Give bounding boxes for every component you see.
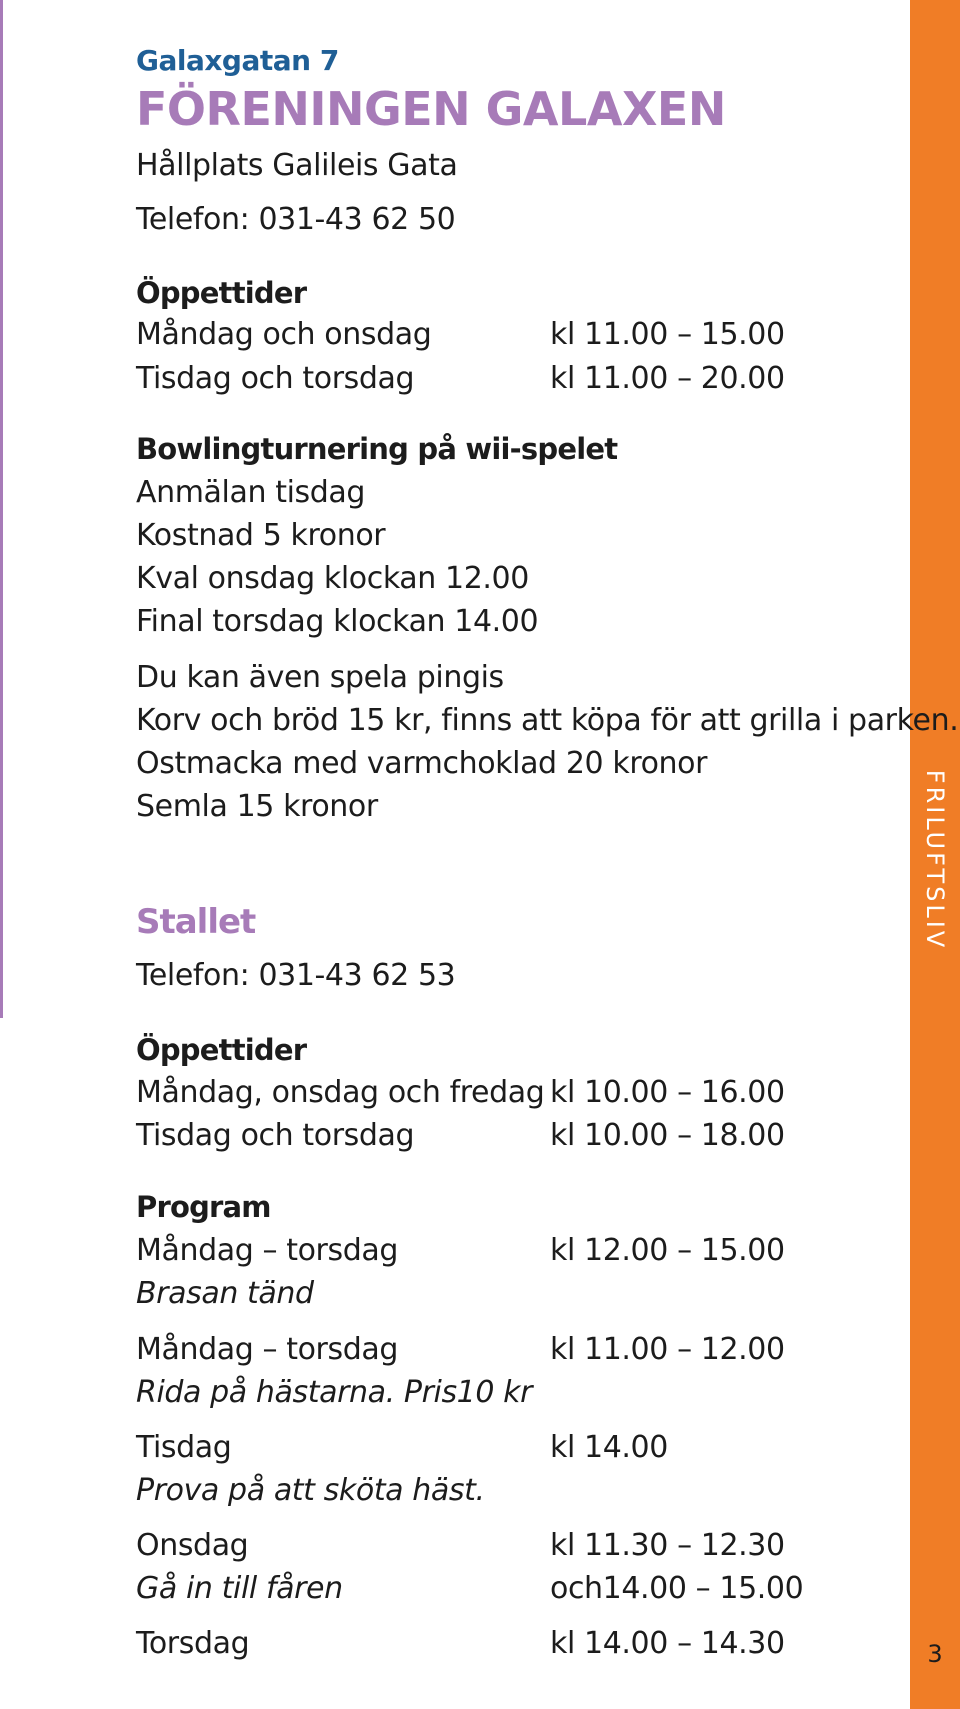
program-note: Prova på att sköta häst.: [136, 1473, 485, 1508]
program-days: Torsdag: [136, 1626, 250, 1661]
stallet-hours-heading: Öppettider: [136, 1033, 307, 1067]
program-time: kl 11.30 – 12.30: [550, 1528, 785, 1563]
stallet-title: Stallet: [136, 902, 256, 942]
stallet-hours-time: kl 10.00 – 18.00: [550, 1118, 785, 1153]
extra-info-line: Semla 15 kronor: [136, 789, 378, 824]
extra-info-line: Du kan även spela pingis: [136, 660, 504, 695]
stallet-hours-days: Tisdag och torsdag: [136, 1118, 415, 1153]
program-time: kl 14.00: [550, 1430, 668, 1465]
left-accent-rule: [0, 0, 3, 1018]
section-tab-label: FRILUFTSLIV: [921, 769, 949, 951]
program-heading: Program: [136, 1190, 271, 1224]
program-time-extra: och14.00 – 15.00: [550, 1571, 804, 1606]
program-note: Brasan tänd: [136, 1276, 314, 1311]
galaxen-hours-days: Måndag och onsdag: [136, 317, 432, 352]
page-title: FÖRENINGEN GALAXEN: [136, 82, 726, 136]
page-number: 3: [927, 1640, 943, 1668]
stallet-hours-time: kl 10.00 – 16.00: [550, 1075, 785, 1110]
stallet-phone: Telefon: 031-43 62 53: [136, 958, 456, 993]
bus-stop-text: Hållplats Galileis Gata: [136, 148, 458, 183]
galaxen-hours-days: Tisdag och torsdag: [136, 361, 415, 396]
bowling-line: Kval onsdag klockan 12.00: [136, 561, 529, 596]
stallet-hours-days: Måndag, onsdag och fredag: [136, 1075, 545, 1110]
program-note: Rida på hästarna. Pris10 kr: [136, 1375, 533, 1410]
program-days: Tisdag: [136, 1430, 232, 1465]
program-time: kl 11.00 – 12.00: [550, 1332, 785, 1367]
section-side-tab: [910, 0, 960, 1709]
program-days: Måndag – torsdag: [136, 1332, 398, 1367]
address-subtitle: Galaxgatan 7: [136, 44, 339, 77]
program-note: Gå in till fåren: [136, 1571, 343, 1606]
galaxen-phone: Telefon: 031-43 62 50: [136, 202, 456, 237]
bowling-heading: Bowlingturnering på wii-spelet: [136, 432, 618, 466]
extra-info-line: Ostmacka med varmchoklad 20 kronor: [136, 746, 708, 781]
galaxen-hours-time: kl 11.00 – 15.00: [550, 317, 785, 352]
bowling-line: Anmälan tisdag: [136, 475, 366, 510]
galaxen-hours-heading: Öppettider: [136, 276, 307, 310]
bowling-line: Kostnad 5 kronor: [136, 518, 386, 553]
program-days: Onsdag: [136, 1528, 249, 1563]
bowling-line: Final torsdag klockan 14.00: [136, 604, 539, 639]
program-time: kl 14.00 – 14.30: [550, 1626, 785, 1661]
extra-info-line: Korv och bröd 15 kr, finns att köpa för att grilla i parken.: [136, 703, 959, 738]
program-time: kl 12.00 – 15.00: [550, 1233, 785, 1268]
program-days: Måndag – torsdag: [136, 1233, 398, 1268]
galaxen-hours-time: kl 11.00 – 20.00: [550, 361, 785, 396]
